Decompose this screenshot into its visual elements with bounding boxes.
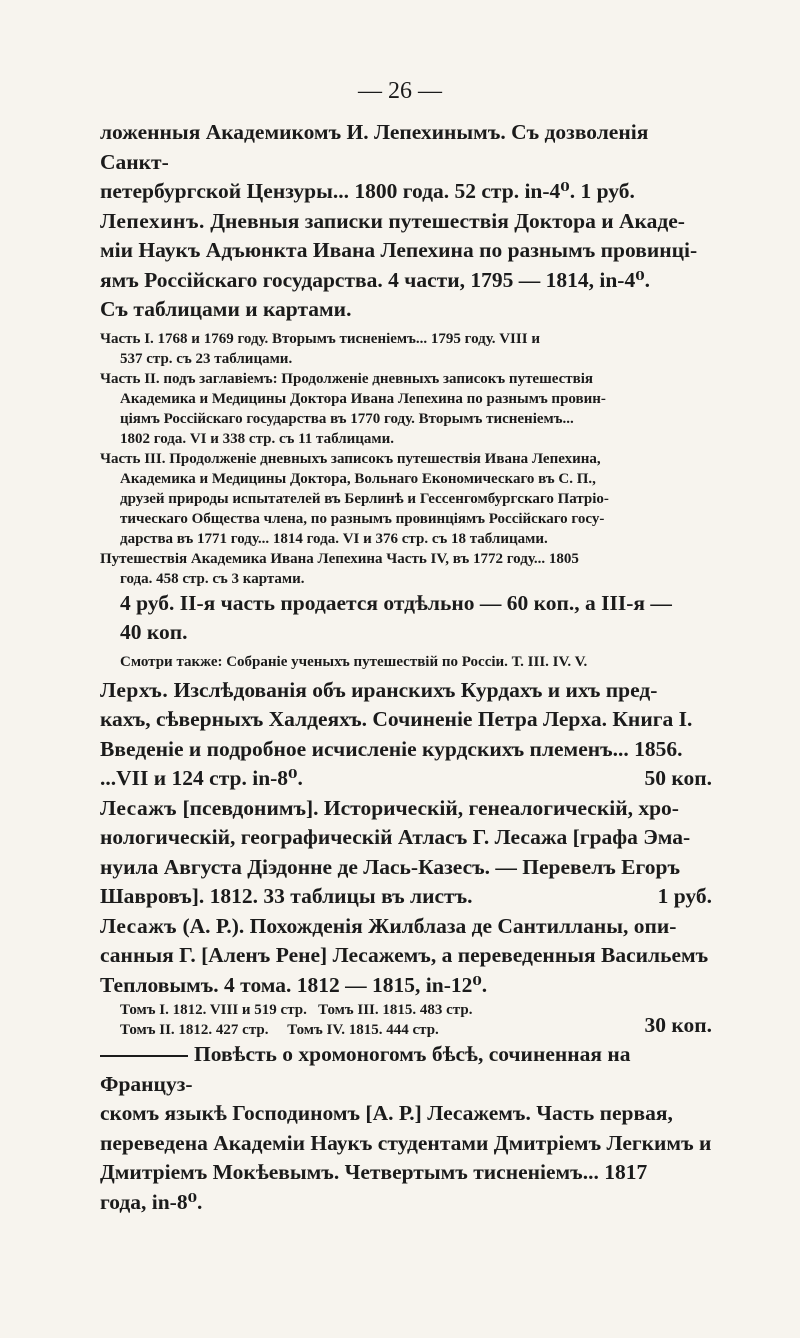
note-line: друзей природы испытателей въ Берлинѣ и Гессенгомбургскаго Патріо- [120, 490, 609, 507]
note-line: тическаго Общества члена, по разнымъ провинціямъ Россійскаго госу- [120, 510, 605, 527]
entry-lesage2-text: (А. Р.). Похожденія Жилблаза де Сантилланы, опи- [182, 913, 677, 938]
entry-lesage1-detail: Шавровъ]. 1812. 33 таблицы въ листъ. [100, 884, 473, 908]
catalog-text [100, 118, 712, 1217]
entry-lesage3-line-4: Дмитріемъ Мокѣевымъ. Четвертымъ тисненіемъ... 1817 [100, 1160, 648, 1184]
note-line: 1802 года. VI и 338 стр. съ 11 таблицами. [120, 430, 395, 447]
note-line: Академика и Медицины Доктора Ивана Лепехина по разнымъ провин- [120, 390, 606, 407]
price-line: 40 коп. [120, 620, 188, 644]
entry-lepekhin-line-3: ямъ Россійскаго государства. 4 части, 1795 — 1814, in-4⁰. [100, 267, 650, 292]
entry-lesage2-price: 30 коп. [644, 1012, 712, 1037]
volume-iv: Томъ IV. 1815. 444 стр. [287, 1022, 439, 1038]
page-number: — 26 — [358, 78, 442, 104]
see-also: Смотри также: Собраніе ученыхъ путешествій по Россіи. Т. III. IV. V. [120, 653, 588, 670]
entry-lerkh-text: Изслѣдованія объ иранскихъ Курдахъ и ихъ пред- [173, 677, 658, 702]
entry-lepekhin-line-4: Съ таблицами и картами. [100, 297, 352, 321]
volume-line [100, 1000, 472, 1020]
volume-iii: Томъ III. 1815. 483 стр. [318, 1002, 473, 1018]
entry-lepekhin-line-2: міи Наукъ Адъюнкта Ивана Лепехина по разнымъ провинці- [100, 238, 698, 262]
note-line: Часть III. Продолженіе дневныхъ записокъ путешествія Ивана Лепехина, [100, 450, 601, 467]
note-line: года. 458 стр. съ 3 картами. [120, 570, 305, 587]
volumes-block [100, 1000, 712, 1040]
note-line: ціямъ Россійскаго государства въ 1770 году. Вторымъ тисненіемъ... [120, 410, 574, 427]
entry-lerkh-pages: ...VII и 124 стр. in-8⁰. [100, 766, 303, 790]
entry-lesage2-line-2: санныя Г. [Аленъ Рене] Лесажемъ, а переведенныя Васильемъ [100, 943, 709, 967]
volume-i: Томъ I. 1812. VIII и 519 стр. [120, 1002, 307, 1018]
entry-lepekhin-line-1 [100, 207, 712, 237]
entry-lesage3-line-3: переведена Академіи Наукъ студентами Дмитріемъ Легкимъ и [100, 1130, 712, 1155]
note-line: 537 стр. съ 23 таблицами. [120, 350, 293, 367]
entry-lesage1-head: Лесажъ [100, 795, 178, 820]
entry-lepekhin-head: Лепехинъ. [100, 208, 205, 233]
volume-line [100, 1020, 472, 1040]
volume-ii: Томъ II. 1812. 427 стр. [120, 1022, 269, 1038]
entry-lesage1-price: 1 руб. [657, 884, 712, 908]
entry-lerkh-line-1 [100, 676, 712, 706]
note-line: Академика и Медицины Доктора, Вольнаго Економическаго въ С. П., [120, 470, 596, 487]
entry-lesage1-line-1 [100, 794, 712, 824]
entry-lesage1-text: [псевдонимъ]. Историческій, генеалогическій, хро- [182, 795, 679, 820]
entry-lesage3-line-5: года, in-8⁰. [100, 1189, 203, 1214]
entry-lesage3-text: Повѣсть о хромоногомъ бѣсѣ, сочиненная на Француз- [100, 1042, 631, 1096]
entry-lerkh-head: Лерхъ. [100, 677, 169, 702]
entry-lesage3-line-2: скомъ языкѣ Господиномъ [А. Р.] Лесажемъ. Часть первая, [100, 1101, 673, 1125]
entry-lepekhin-text: Дневныя записки путешествія Доктора и Акаде- [210, 208, 685, 233]
note-line: дарства въ 1771 году... 1814 года. VI и 376 стр. съ 18 таблицами. [120, 530, 548, 547]
note-line: Часть I. 1768 и 1769 году. Вторымъ тисненіемъ... 1795 году. VIII и [100, 330, 540, 347]
entry-lesage3-line-1 [100, 1040, 712, 1099]
entry-lerkh-line-3: Введеніе и подробное исчисленіе курдскихъ племенъ... 1856. [100, 736, 683, 761]
continuation-line-2: петербургской Цензуры... 1800 года. 52 стр. in-4⁰. 1 руб. [100, 179, 635, 203]
entry-lesage2-line-1 [100, 912, 712, 942]
price-line: 4 руб. II-я часть продается отдѣльно — 60 коп., а III-я — [120, 590, 672, 615]
note-line: Путешествія Академика Ивана Лепехина Часть IV, въ 1772 году... 1805 [100, 550, 579, 567]
entry-lesage1-line-2: нологическій, географическій Атласъ Г. Лесажа [графа Эма- [100, 825, 691, 849]
ditto-dash [100, 1055, 188, 1057]
entry-lerkh-line-2: кахъ, сѣверныхъ Халдеяхъ. Сочиненіе Петра Лерха. Книга I. [100, 707, 693, 731]
continuation-line-1: ложенныя Академикомъ И. Лепехинымъ. Съ дозволенія Санкт- [100, 120, 649, 174]
entry-lesage2-line-3: Тепловымъ. 4 тома. 1812 — 1815, in-12⁰. [100, 972, 488, 997]
entry-lerkh-line-4 [100, 764, 712, 794]
note-line: Часть II. подъ заглавіемъ: Продолженіе дневныхъ записокъ путешествія [100, 370, 594, 387]
entry-lerkh-price: 50 коп. [644, 766, 712, 790]
entry-lesage2-head: Лесажъ [100, 913, 178, 938]
entry-lesage1-line-4 [100, 882, 712, 912]
entry-lesage1-line-3: нуила Августа Діэдонне де Лась-Казесъ. — Перевелъ Егоръ [100, 854, 680, 879]
